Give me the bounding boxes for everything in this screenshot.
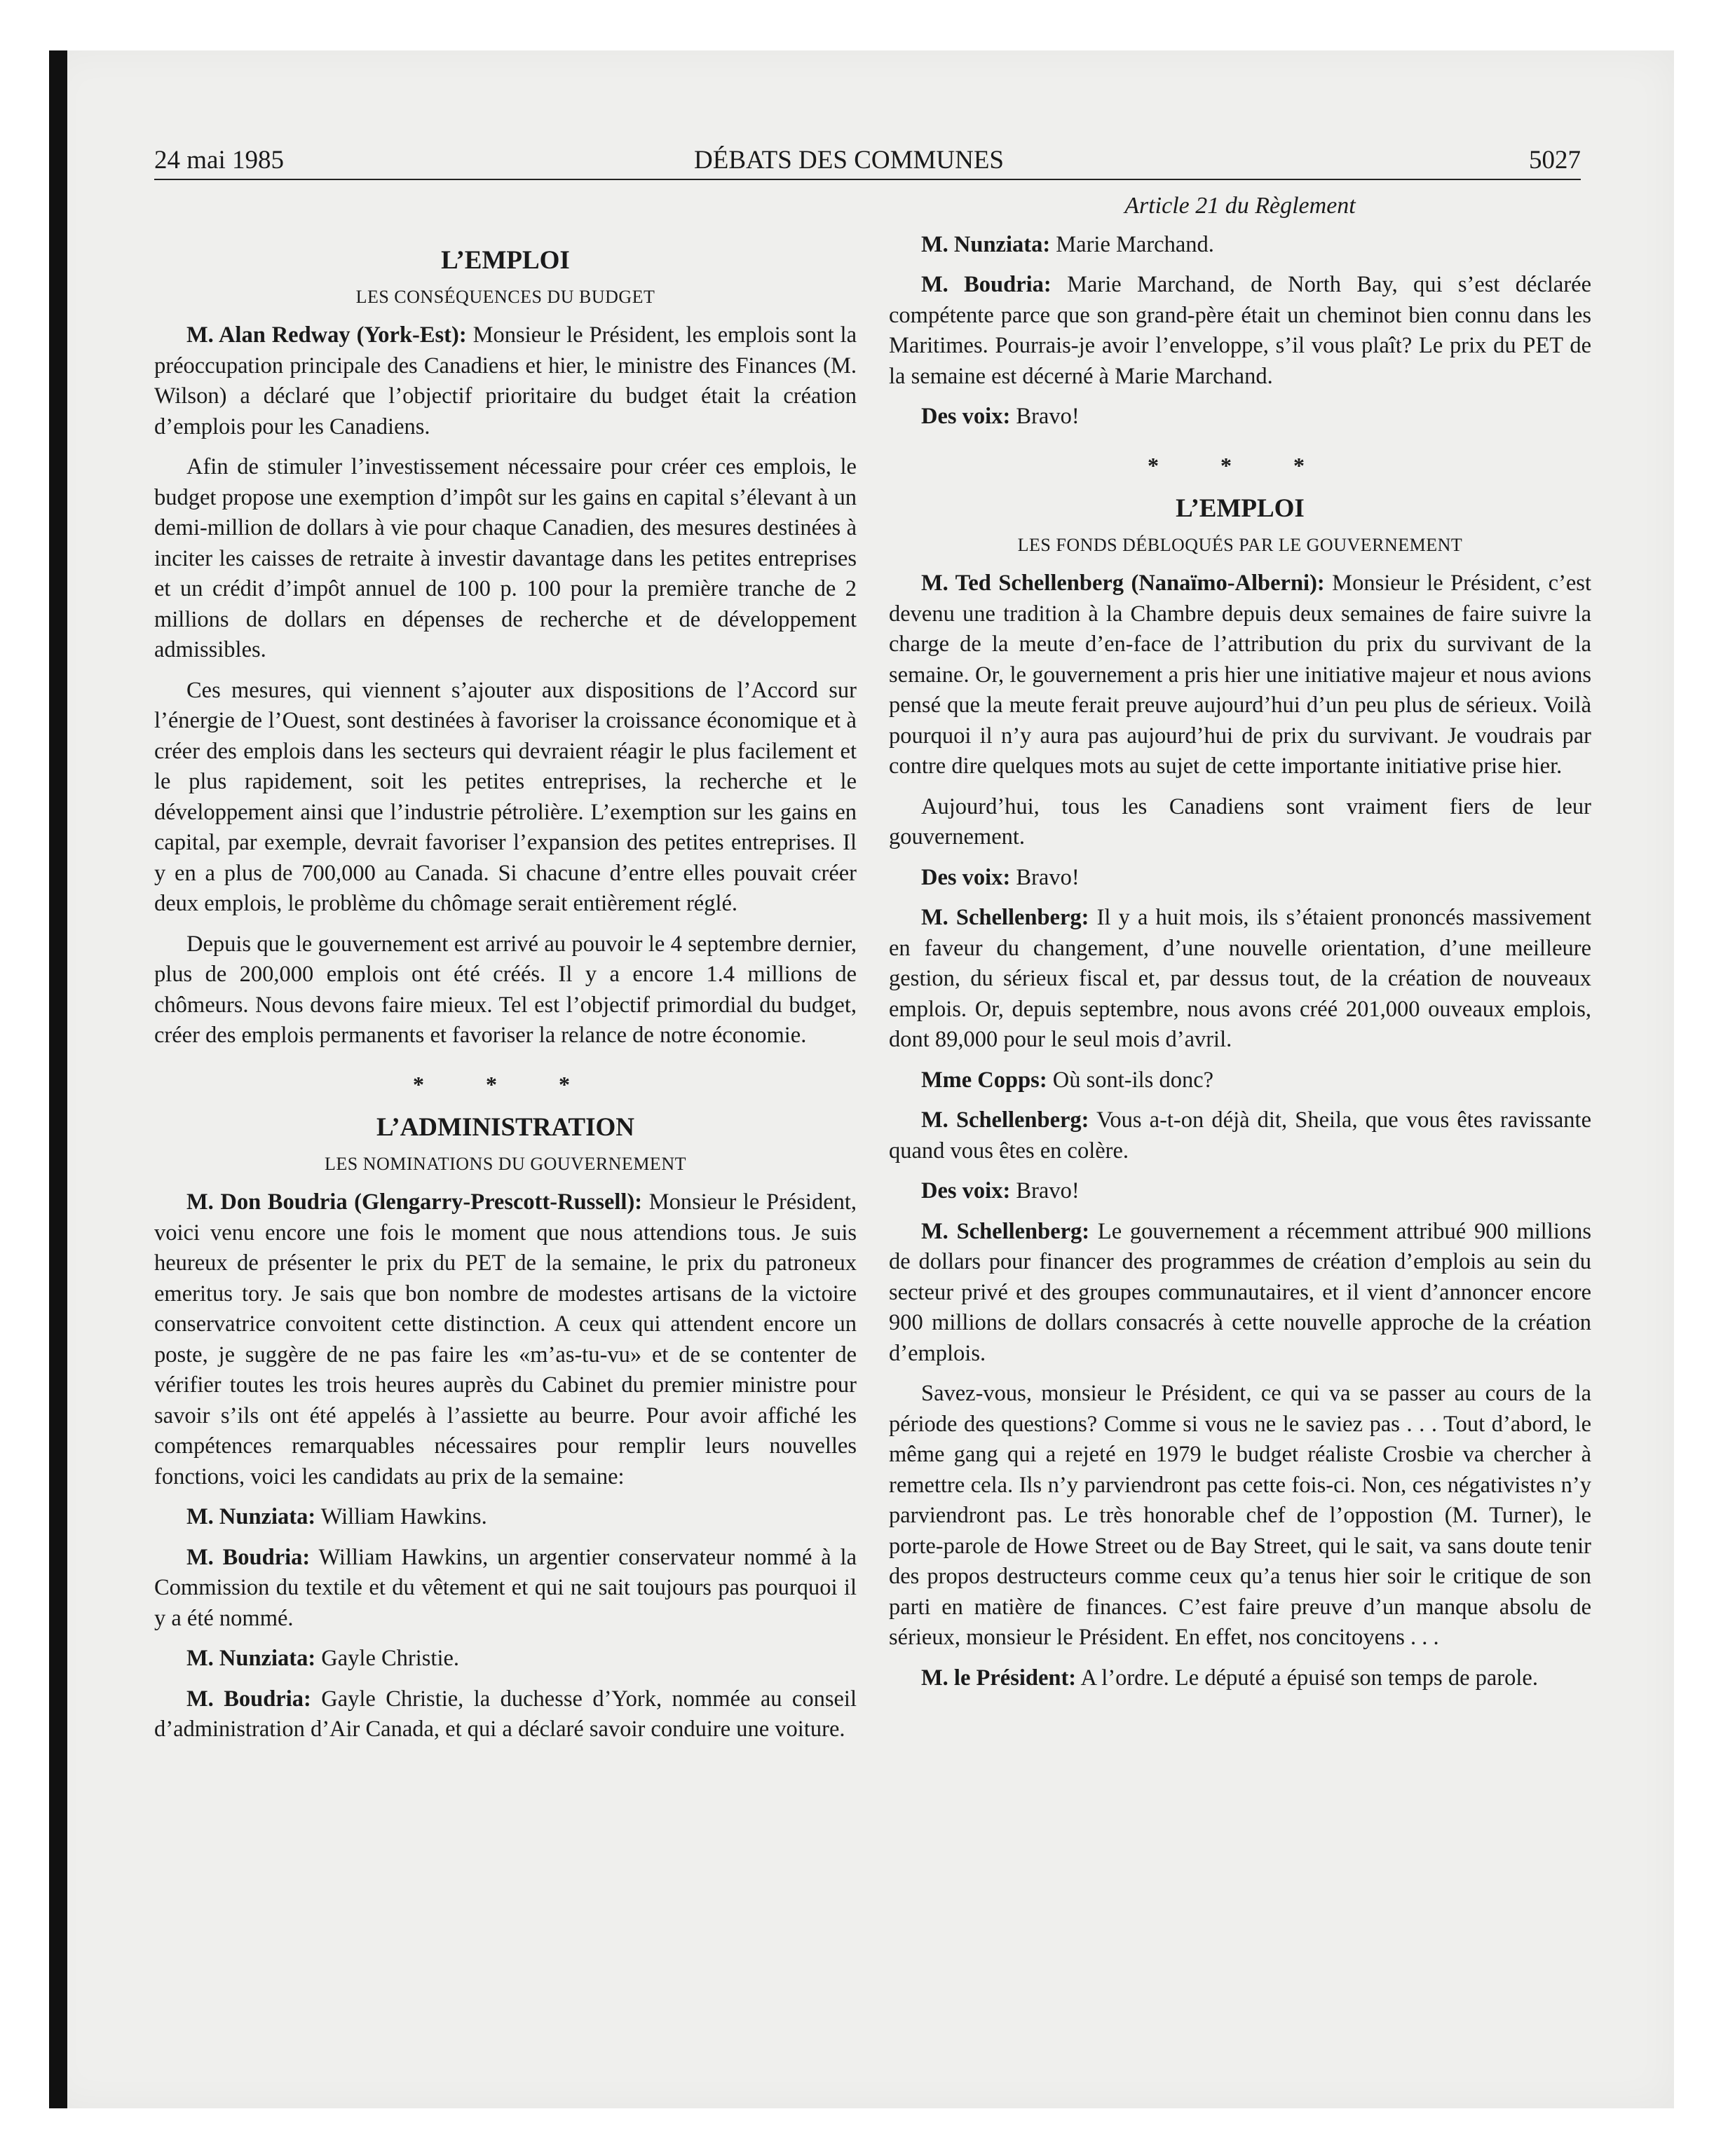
binding-edge [49, 50, 67, 2108]
paragraph [154, 1543, 857, 1635]
section-separator: * * * [413, 1071, 598, 1097]
paragraph [889, 1065, 1591, 1096]
right-column [889, 191, 1591, 1703]
speech-text: Bravo! [1016, 404, 1080, 429]
speech-text: Où sont-ils donc? [1052, 1067, 1214, 1093]
speaker-name: M. Boudria: [186, 1544, 311, 1570]
speaker-name: Des voix: [921, 404, 1011, 429]
speaker-name: M. Nunziata: [186, 1646, 316, 1671]
paragraph [889, 1663, 1591, 1694]
section-subtitle-fonds: LES FONDS DÉBLOQUÉS PAR LE GOUVERNEMENT [1017, 534, 1463, 555]
paragraph [889, 1217, 1591, 1370]
header-title: DÉBATS DES COMMUNES [694, 146, 1005, 175]
paragraph [889, 1176, 1591, 1207]
speaker-name: M. Schellenberg: [921, 905, 1089, 930]
speech-text: Monsieur le Président, voici venu encore une fois le moment que nous attendions tous. Je suis heureux de présenter le prix du PET de la semaine, le prix du patroneux emeritus tory. Je sais que bon nombre de modestes artisans de la victoire conservatrice convoitent cette distinction. A ceux qui attendent encore un poste, je suggère de ne pas faire les «m’as-tu-vu» et de se contenter de vérifier toutes les trois heures auprès du Cabinet du premier ministre pour savoir s’ils ont été appelés à l’assiette au beurre. Pour avoir affiché les compétences remarquables nécessaires pour remplir leurs nouvelles fonctions, voici les candidats au prix de la semaine: [154, 1189, 857, 1489]
paragraph [154, 1684, 857, 1745]
speech-text: Gayle Christie, la duchesse d’York, nommée au conseil d’administration d’Air Canada, et qui a déclaré savoir conduire une voiture. [154, 1686, 857, 1742]
section-separator: * * * [1148, 452, 1333, 478]
paragraph-redway [154, 320, 857, 442]
paragraph: Ces mesures, qui viennent s’ajouter aux dispositions de l’Accord sur l’énergie de l’Ouest, sont destinées à favoriser la croissance économique et à créer des emplois dans les secteurs qui devraient réagir le plus facilement et le plus rapidement, soit les petites entreprises, la recherche et le développement ainsi que l’industrie pétrolière. L’exemption sur les gains en capital, par exemple, devrait favoriser l’expansion des petites entreprises. Il y en a plus de 700,000 au Canada. Si chacune d’entre elles pouvait créer deux emplois, le problème du chômage serait entièrement réglé. [154, 677, 857, 916]
paragraph-boudria [154, 1187, 857, 1492]
speaker-name: M. Ted Schellenberg (Nanaïmo-Alberni): [921, 571, 1325, 596]
paragraph [889, 903, 1591, 1056]
speech-text: Bravo! [1016, 1178, 1080, 1203]
speaker-name: M. Boudria: [186, 1686, 311, 1712]
speech-text: Marie Marchand, de North Bay, qui s’est déclarée compétente parce que son grand-père était un cheminot bien connu dans les Maritimes. Pourrais-je avoir l’enveloppe, s’il vous plaît? Le prix du PET de la semaine est décerné à Marie Marchand. [889, 272, 1592, 389]
paragraph [889, 230, 1591, 261]
speaker-name: M. le Président: [921, 1665, 1077, 1691]
section-title-emploi: L’EMPLOI [441, 246, 570, 275]
paragraph [154, 1644, 857, 1674]
speaker-name: M. Nunziata: [921, 231, 1051, 257]
speech-text: Bravo! [1016, 864, 1080, 890]
paragraph: Depuis que le gouvernement est arrivé au pouvoir le 4 septembre dernier, plus de 200,000 emplois ont été créés. Il y a encore 1.4 millions de chômeurs. Nous devons faire mieux. Tel est l’objectif primordial du budget, créer des emplois permanents et favoriser la relance de notre économie. [154, 931, 857, 1048]
header-page-number: 5027 [1529, 146, 1581, 175]
speech-text: Il y a huit mois, ils s’étaient prononcés massivement en faveur du changement, d’une nouvelle orientation, d’une meilleure gestion, du sérieux fiscal et, par dessus tout, de la création de nouveaux emplois. Or, depuis septembre, nous avons créé 201,000 ouveaux emplois, dont 89,000 pour le seul mois d’avril. [889, 905, 1592, 1052]
header-date: 24 mai 1985 [154, 146, 284, 175]
speaker-name: M. Schellenberg: [921, 1107, 1089, 1133]
paragraph-schellenberg [889, 568, 1591, 782]
paragraph [889, 1105, 1591, 1166]
left-column [154, 191, 857, 1755]
article-heading: Article 21 du Règlement [1124, 193, 1356, 219]
paragraph [889, 270, 1591, 392]
speech-text: Vous a-t-on déjà dit, Sheila, que vous êtes ravissante quand vous êtes en colère. [889, 1107, 1591, 1164]
speaker-name: Mme Copps: [921, 1067, 1047, 1093]
section-subtitle-budget: LES CONSÉQUENCES DU BUDGET [355, 286, 655, 307]
speaker-name: M. Nunziata: [186, 1504, 316, 1529]
paragraph [154, 1502, 857, 1533]
speaker-name: M. Don Boudria (Glengarry-Prescott-Russell): [186, 1189, 643, 1215]
speech-text: Gayle Christie. [321, 1646, 460, 1671]
speech-text: Monsieur le Président, les emplois sont la préoccupation principale des Canadiens et hier, le ministre des Finances (M. Wilson) a déclaré que l’objectif prioritaire du budget était la création d’emplois pour les Canadiens. [154, 322, 857, 439]
speaker-name: M. Schellenberg: [921, 1218, 1090, 1244]
paragraph: Aujourd’hui, tous les Canadiens sont vraiment fiers de leur gouvernement. [889, 793, 1591, 850]
section-title-emploi: L’EMPLOI [1176, 494, 1305, 523]
paragraph: Savez-vous, monsieur le Président, ce qui va se passer au cours de la période des questions? Comme si vous ne le saviez pas . . . Tout d’abord, le même gang qui a rejeté en 1979 le budget réaliste Crosbie va chercher à remettre cela. Ils n’y parviendront pas cette fois-ci. Non, ces négativistes n’y parviendront pas. Le très honorable chef de l’oppostion (M. Turner), le porte-parole de Howe Street ou de Bay Street, qui le sait, va sans doute tenir des propos destructeurs comme ceux qu’a tenus hier soir le critique de son parti en matière de finances. C’est faire preuve d’un manque absolu de sérieux, monsieur le Président. En effet, nos concitoyens . . . [889, 1381, 1591, 1650]
speaker-name: M. Boudria: [921, 272, 1052, 297]
speech-text: Marie Marchand. [1056, 231, 1214, 257]
paragraph [889, 863, 1591, 894]
speech-text: Monsieur le Président, c’est devenu une tradition à la Chambre depuis deux semaines de faire suivre la charge de la meute d’en-face de l’attribution du prix du survivant de la semaine. Or, le gouvernement a pris hier une initiative majeur et nous avions pensé que la meute ferait preuve aujourd’hui d’un peu plus de sérieux. Voilà pourquoi il n’y aura pas aujourd’hui de prix du survivant. Je voudrais par contre dire quelques mots au sujet de cette importante initiative prise hier. [889, 571, 1591, 779]
page-header [154, 145, 1581, 180]
paragraph: Afin de stimuler l’investissement nécessaire pour créer ces emplois, le budget propose une exemption d’impôt sur les gains en capital s’élevant à un demi-million de dollars à vie pour chaque Canadien, des mesures destinées à inciter les caisses de retraite à investir davantage dans les petites entreprises et un crédit d’impôt annuel de 100 p. 100 pour la première tranche de 2 millions de dollars en dépenses de recherche et de développement admissibles. [154, 454, 857, 662]
speech-text: William Hawkins. [320, 1504, 487, 1529]
speaker-name: M. Alan Redway (York-Est): [186, 322, 467, 348]
section-subtitle-nominations: LES NOMINATIONS DU GOUVERNEMENT [325, 1153, 686, 1174]
paragraph [889, 402, 1591, 432]
speech-text: Le gouvernement a récemment attribué 900 millions de dollars pour financer des programmes de création d’emplois au sein du secteur privé et des groupes communautaires, et il vient d’annoncer encore 900 millions de dollars consacrés à cette nouvelle approche de la création d’emplois. [889, 1218, 1592, 1366]
speech-text: William Hawkins, un argentier conservateur nommé à la Commission du textile et du vêtement et qui ne sait toujours pas pourquoi il y a été nommé. [154, 1544, 857, 1631]
section-title-administration: L’ADMINISTRATION [376, 1113, 634, 1142]
speaker-name: Des voix: [921, 864, 1011, 890]
speech-text: A l’ordre. Le député a épuisé son temps de parole. [1080, 1665, 1538, 1691]
speaker-name: Des voix: [921, 1178, 1011, 1203]
